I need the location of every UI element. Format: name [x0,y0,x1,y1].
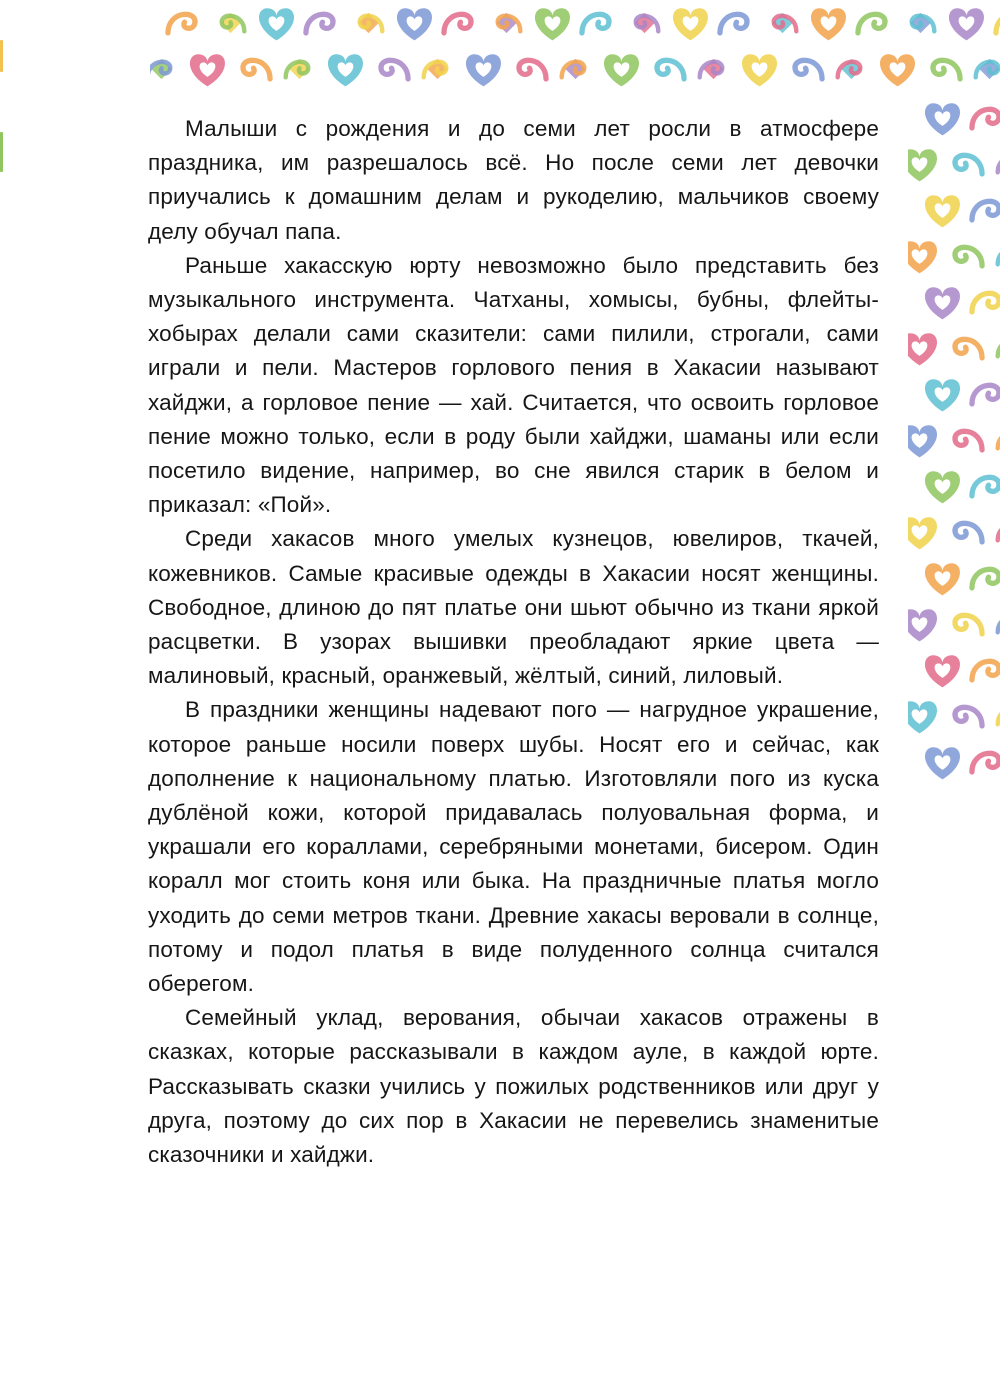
khakass-heart-ornament-icon [150,0,1000,95]
page-text [148,112,879,1172]
ornament-border-right [908,95,1000,790]
khakass-heart-ornament-icon [908,95,1000,790]
paragraph-fairy-tales: Семейный уклад, верования, обычаи хакасов отражены в сказках, которые рассказывали в каждом ауле, в каждой юрте. Рассказывать сказки учились у пожилых родственников или друг у друга, поэтому до сих пор в Хакасии не перевелись знаменитые сказочники и хайджи. [148,1005,879,1168]
left-edge-mark-yellow [0,40,3,72]
paragraph-pogo-ornament: В праздники женщины надевают пого — нагрудное украшение, которое раньше носили поверх шубы. Носят его и сейчас, как дополнение к национальному платью. Изготовляли пого из куска дублёной кожи, которой придавалась полуовальная форма, и украшали его кораллами, серебряными монетами, бисером. Один коралл мог стоить коня или быка. На праздничные платья могло уходить до семи метров ткани. Древние хакасы веровали в солнце, потому и подол платья в виде полуденного солнца считался оберегом. [148,697,879,997]
ornament-border-top [150,0,1000,95]
paragraph-music: Раньше хакасскую юрту невозможно было представить без музыкального инструмента. Чатханы, хомысы, бубны, флейты-хобырах делали сами сказители: сами пилили, строгали, сами играли и пели. Мастеров горлового пения в Хакасии называют хайджи, а горловое пение — хай. Считается, что освоить горловое пение можно только, если в роду были хайджи, шаманы или если посетило видение, например, во сне явился старик в белом и приказал: «Пой». [148,252,879,518]
left-edge-mark-green [0,132,3,172]
paragraph-crafts-clothing: Среди хакасов много умелых кузнецов, ювелиров, ткачей, кожевников. Самые красивые одежды в Хакасии носят женщины. Свободное, длиною до пят платье они шьют обычно из ткани яркой расцветки. В узорах вышивки преобладают яркие цвета — малиновый, красный, оранжевый, жёлтый, синий, лиловый. [148,526,879,689]
paragraph-childhood: Малыши с рождения и до семи лет росли в атмосфере праздника, им разрешалось всё. Но после семи лет девочки приучались к домашним делам и рукоделию, мальчиков своему делу обучал папа. [148,116,879,244]
